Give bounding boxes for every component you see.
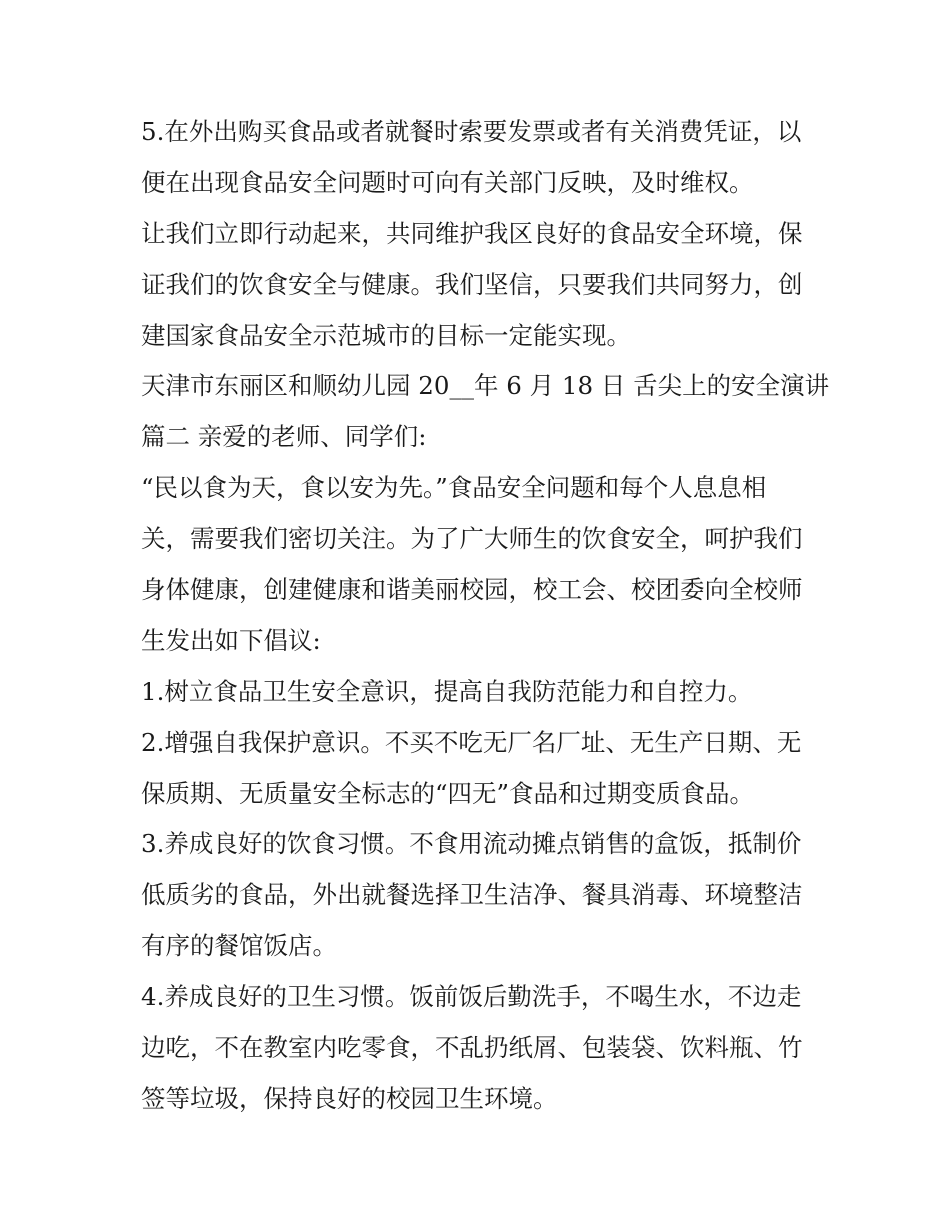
document-body: [141, 107, 830, 1125]
text-line: 便在出现食品安全问题时可向有关部门反映，及时维权。: [141, 167, 754, 197]
text-line: 身体健康，创建健康和谐美丽校园，校工会、校团委向全校师: [141, 575, 803, 605]
text-line: “民以食为天，食以安为先。”食品安全问题和每个人息息相: [141, 473, 767, 503]
text-line: 关，需要我们密切关注。为了广大师生的饮食安全，呵护我们: [141, 524, 803, 554]
text-line: 保质期、无质量安全标志的“四无”食品和过期变质食品。: [141, 778, 755, 808]
text-line: 篇二 亲爱的老师、同学们:: [141, 422, 427, 452]
text-line: 4.养成良好的卫生习惯。饭前饭后勤洗手，不喝生水，不边走: [141, 982, 802, 1012]
text-line: 5.在外出购买食品或者就餐时索要发票或者有关消费凭证，以: [141, 117, 802, 146]
text-line: 让我们立即行动起来，共同维护我区良好的食品安全环境，保: [141, 218, 803, 248]
text-line: 边吃，不在教室内吃零食，不乱扔纸屑、包装袋、饮料瓶、竹: [141, 1033, 803, 1063]
text-line: 签等垃圾，保持良好的校园卫生环境。: [141, 1083, 558, 1113]
text-line: 有序的餐馆饭店。: [141, 931, 337, 961]
text-line: 证我们的饮食安全与健康。我们坚信，只要我们共同努力，创: [141, 269, 803, 299]
text-line: 3.养成良好的饮食习惯。不食用流动摊点销售的盒饭，抵制价: [141, 829, 802, 859]
text-line: 天津市东丽区和顺幼儿园 20__年 6 月 18 日 舌尖上的安全演讲: [141, 371, 830, 401]
text-line: 低质劣的食品，外出就餐选择卫生洁净、餐具消毒、环境整洁: [141, 880, 803, 910]
text-line: 建国家食品安全示范城市的目标一定能实现。: [141, 320, 631, 350]
text-line: 1.树立食品卫生安全意识，提高自我防范能力和自控力。: [141, 676, 753, 706]
text-line: 2.增强自我保护意识。不买不吃无厂名厂址、无生产日期、无: [141, 727, 802, 757]
text-line: 生发出如下倡议:: [141, 625, 321, 655]
